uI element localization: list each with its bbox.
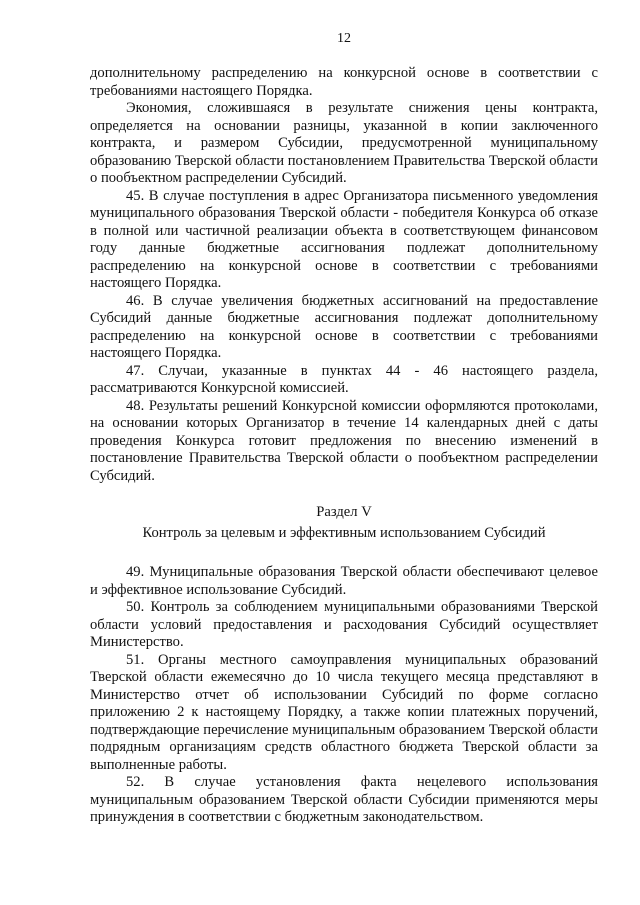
paragraph-continuation: дополнительному распределению на конкурсной основе в соответствии с требованиями настоящего Порядка. <box>90 65 598 99</box>
paragraph-52: 52. В случае установления факта нецелевого использования муниципальным образованием Тверской области Субсидии применяются меры принуждения в соответствии с бюджетным законодательством. <box>90 774 598 825</box>
section-title: Раздел V <box>316 504 372 520</box>
paragraph-45: 45. В случае поступления в адрес Организатора письменного уведомления муниципального образования Тверской области - победителя Конкурса об отказе в полной или частичной реализации объекта в соответствующем финансовом году данные бюджетные ассигнования подлежат дополнительному распределению на конкурсной основе в соответствии с требованиями настоящего Порядка. <box>90 187 598 291</box>
paragraph-51: 51. Органы местного самоуправления муниципальных образований Тверской области ежемесячно до 10 числа текущего месяца представляют в Министерство отчет об использовании Субсидий по форме согласно приложению 2 к настоящему Порядку, а также копии платежных поручений, подтверждающие перечисление муниципальным образованием Тверской области подрядным организациям средств областного бюджета Тверской области за выполненные работы. <box>90 651 598 773</box>
paragraphs-after-section <box>90 564 598 827</box>
paragraph-49: 49. Муниципальные образования Тверской области обеспечивают целевое и эффективное использование Субсидий. <box>90 564 598 598</box>
paragraph-50: 50. Контроль за соблюдением муниципальными образованиями Тверской области условий предоставления и расходования Субсидий осуществляет Министерство. <box>90 599 598 650</box>
paragraph-46: 46. В случае увеличения бюджетных ассигнований на предоставление Субсидий данные бюджетные ассигнования подлежат дополнительному распределению на конкурсной основе в соответствии с требованиями настоящего Порядка. <box>90 292 598 361</box>
paragraph-economy: Экономия, сложившаяся в результате снижения цены контракта, определяется на основании разницы, указанной в копии заключенного контракта, и размером Субсидии, предусмотренной муниципальному образованию Тверской области постановлением Правительства Тверской области о пообъектном распределении Субсидий. <box>90 100 598 186</box>
paragraphs-before-section <box>90 65 598 485</box>
document-page <box>90 30 598 827</box>
section-subtitle: Контроль за целевым и эффективным использованием Субсидий <box>142 524 546 541</box>
paragraph-47: 47. Случаи, указанные в пунктах 44 - 46 настоящего раздела, рассматриваются Конкурсной комиссией. <box>90 362 598 396</box>
paragraph-48: 48. Результаты решений Конкурсной комиссии оформляются протоколами, на основании которых Организатор в течение 14 календарных дней с даты проведения Конкурса готовит предложения по внесению изменений в постановление Правительства Тверской области о пообъектном распределении Субсидий. <box>90 397 598 484</box>
page-number: 12 <box>337 31 351 46</box>
